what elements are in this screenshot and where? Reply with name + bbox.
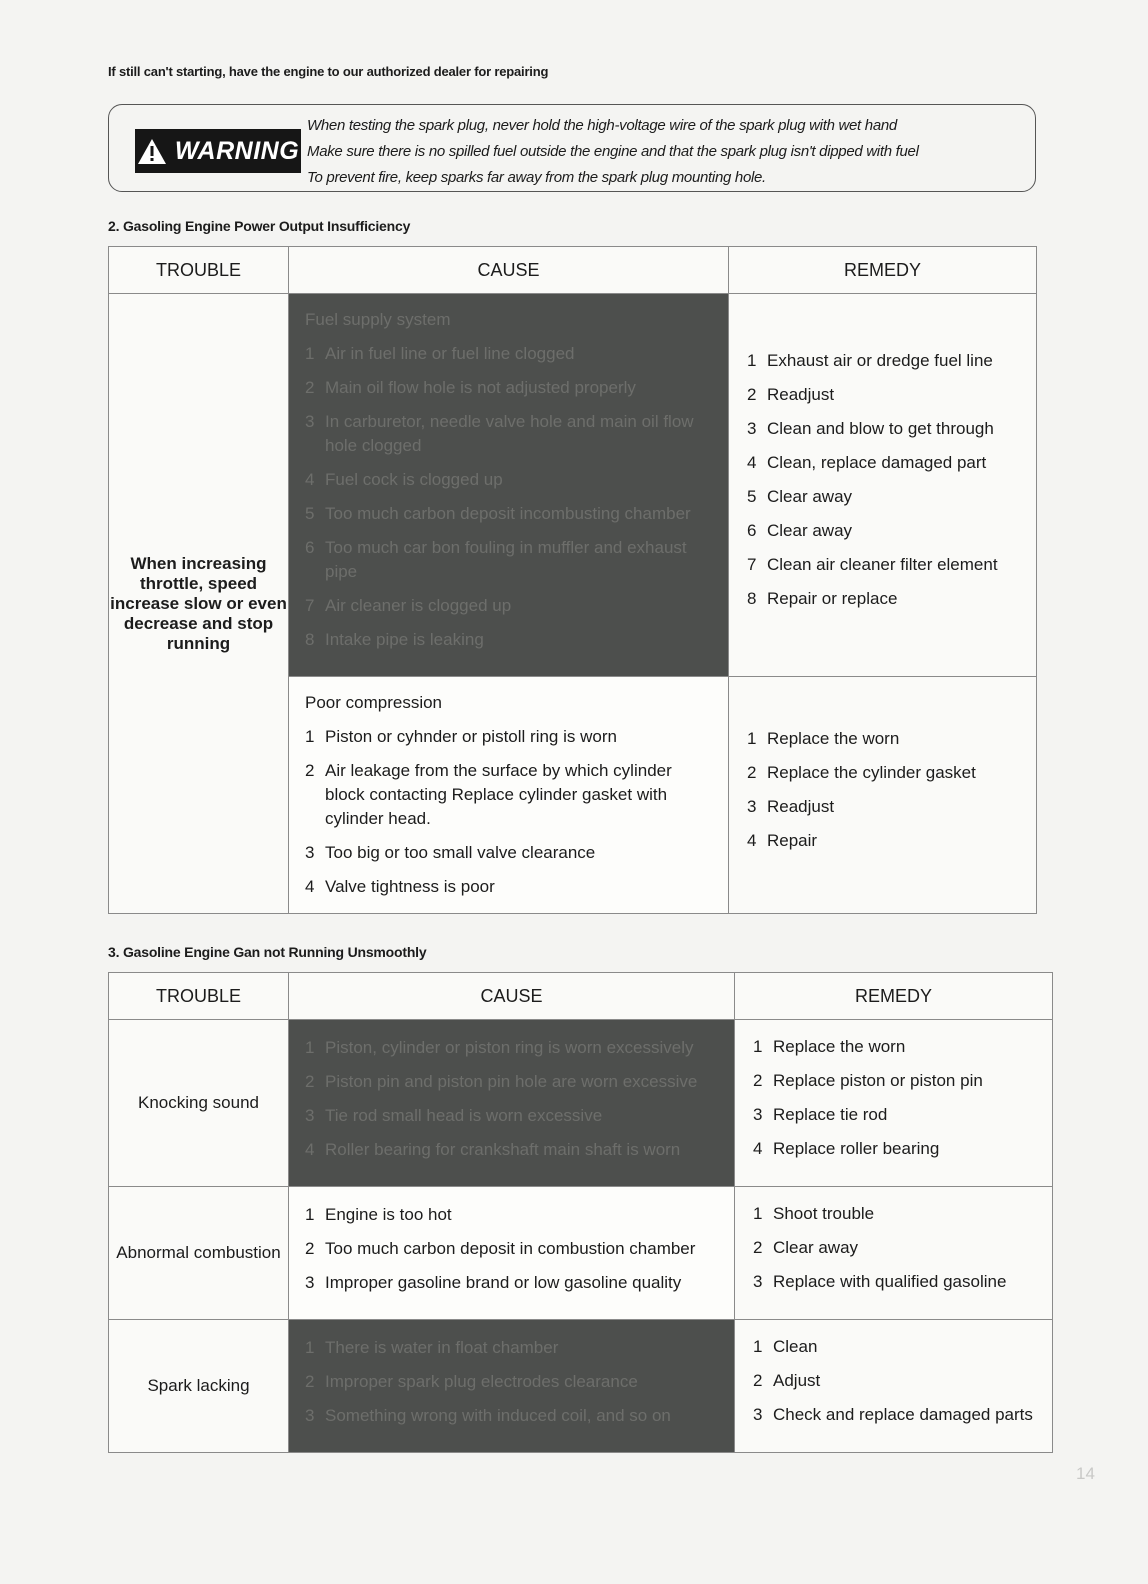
warning-line: To prevent fire, keep sparks far away from the spark plug mounting hole. [307,169,766,186]
cause-list [305,725,714,899]
warning-box [108,104,1036,192]
list-item: 1 Engine is too hot [305,1205,452,1224]
remedy-list [747,349,1018,611]
list-item: 3 Something wrong with induced coil, and so on [305,1406,671,1425]
cause-list [305,1336,720,1428]
cause-heading: Fuel supply system [305,310,451,329]
trouble-cell: Knocking sound [109,1020,289,1187]
list-item: 3 Replace with qualified gasoline [753,1272,1007,1291]
list-item: 1 Exhaust air or dredge fuel line [747,351,993,370]
remedy-list [753,1202,1034,1294]
warning-badge [135,129,301,173]
list-item: 4 Fuel cock is clogged up [305,470,503,489]
list-item: 3 Clean and blow to get through [747,419,994,438]
warning-label: WARNING [174,136,300,165]
remedy-cell-spark [735,1320,1053,1453]
list-item: 5 Too much carbon deposit incombusting chamber [305,504,691,523]
list-item: 2 Replace piston or piston pin [753,1071,983,1090]
power-output-table [108,246,1037,914]
trouble-cell: Abnormal combustion [109,1187,289,1320]
table-row [109,1320,1053,1453]
header-trouble: TROUBLE [109,247,289,294]
cause-cell-fuel-supply [289,294,729,677]
header-cause: CAUSE [289,247,729,294]
table-row [109,294,1037,677]
remedy-cell-compression [729,677,1037,914]
remedy-list [753,1035,1034,1161]
list-item: 2 Readjust [747,385,835,404]
list-item: 2 Replace the cylinder gasket [747,763,976,782]
cause-heading: Poor compression [305,693,443,712]
list-item: 6 Too much car bon fouling in muffler and exhaust pipe [305,538,687,581]
table-header-row [109,247,1037,294]
cause-cell-combustion [289,1187,735,1320]
cause-list [305,1203,720,1295]
remedy-cell-combustion [735,1187,1053,1320]
list-item: 3 In carburetor, needle valve hole and main oil flow hole clogged [305,412,694,455]
cause-cell-spark [289,1320,735,1453]
list-item: 1 Replace the worn [753,1037,906,1056]
cause-cell-knocking [289,1020,735,1187]
list-item: 1 Piston or cyhnder or pistoll ring is worn [305,727,617,746]
list-item: 1 There is water in float chamber [305,1338,559,1357]
list-item: 2 Air leakage from the surface by which cylinder block contacting Replace cylinder gasket with cylinder head. [305,761,672,828]
table-row [109,1020,1053,1187]
trouble-cell: Spark lacking [109,1320,289,1453]
cause-cell-compression [289,677,729,914]
warning-line: When testing the spark plug, never hold the high-voltage wire of the spark plug with wet hand [307,117,897,134]
table-header-row [109,973,1053,1020]
cause-list [305,1036,720,1162]
list-item: 4 Roller bearing for crankshaft main shaft is worn [305,1140,681,1159]
section-2-title: 2. Gasoling Engine Power Output Insufficiency [108,218,411,234]
list-item: 4 Clean, replace damaged part [747,453,987,472]
list-item: 2 Piston pin and piston pin hole are worn excessive [305,1072,698,1091]
list-item: 7 Clean air cleaner filter element [747,555,998,574]
list-item: 6 Clear away [747,521,853,540]
list-item: 2 Clear away [753,1238,859,1257]
list-item: 3 Check and replace damaged parts [753,1405,1033,1424]
remedy-list [753,1335,1034,1427]
cause-list [305,342,714,652]
running-table [108,972,1053,1453]
list-item: 8 Repair or replace [747,589,898,608]
remedy-list [747,727,1018,853]
header-trouble: TROUBLE [109,973,289,1020]
list-item: 3 Too big or too small valve clearance [305,843,596,862]
list-item: 2 Improper spark plug electrodes clearance [305,1372,638,1391]
header-remedy: REMEDY [729,247,1037,294]
list-item: 1 Replace the worn [747,729,900,748]
list-item: 8 Intake pipe is leaking [305,630,484,649]
list-item: 2 Too much carbon deposit in combustion chamber [305,1239,696,1258]
warning-triangle-icon [137,138,167,165]
header-remedy: REMEDY [735,973,1053,1020]
intro-text: If still can't starting, have the engine to our authorized dealer for repairing [108,64,549,79]
warning-text [307,113,1019,191]
list-item: 3 Improper gasoline brand or low gasoline quality [305,1273,682,1292]
list-item: 7 Air cleaner is clogged up [305,596,512,615]
remedy-cell-knocking [735,1020,1053,1187]
list-item: 3 Readjust [747,797,835,816]
remedy-cell-fuel-supply [729,294,1037,677]
list-item: 3 Tie rod small head is worn excessive [305,1106,603,1125]
list-item: 1 Piston, cylinder or piston ring is worn excessively [305,1038,694,1057]
list-item: 1 Shoot trouble [753,1204,875,1223]
warning-line: Make sure there is no spilled fuel outside the engine and that the spark plug isn't dipped with fuel [307,143,919,160]
list-item: 4 Repair [747,831,818,850]
header-cause: CAUSE [289,973,735,1020]
list-item: 1 Clean [753,1337,818,1356]
list-item: 4 Replace roller bearing [753,1139,940,1158]
table-row [109,1187,1053,1320]
list-item: 5 Clear away [747,487,853,506]
list-item: 4 Valve tightness is poor [305,877,495,896]
list-item: 1 Air in fuel line or fuel line clogged [305,344,575,363]
section-3-title: 3. Gasoline Engine Gan not Running Unsmoothly [108,944,427,960]
list-item: 2 Main oil flow hole is not adjusted properly [305,378,636,397]
list-item: 2 Adjust [753,1371,821,1390]
trouble-cell: When increasing throttle, speed increase slow or even decrease and stop running [109,294,289,914]
list-item: 3 Replace tie rod [753,1105,888,1124]
page-number: 14 [1076,1464,1095,1483]
